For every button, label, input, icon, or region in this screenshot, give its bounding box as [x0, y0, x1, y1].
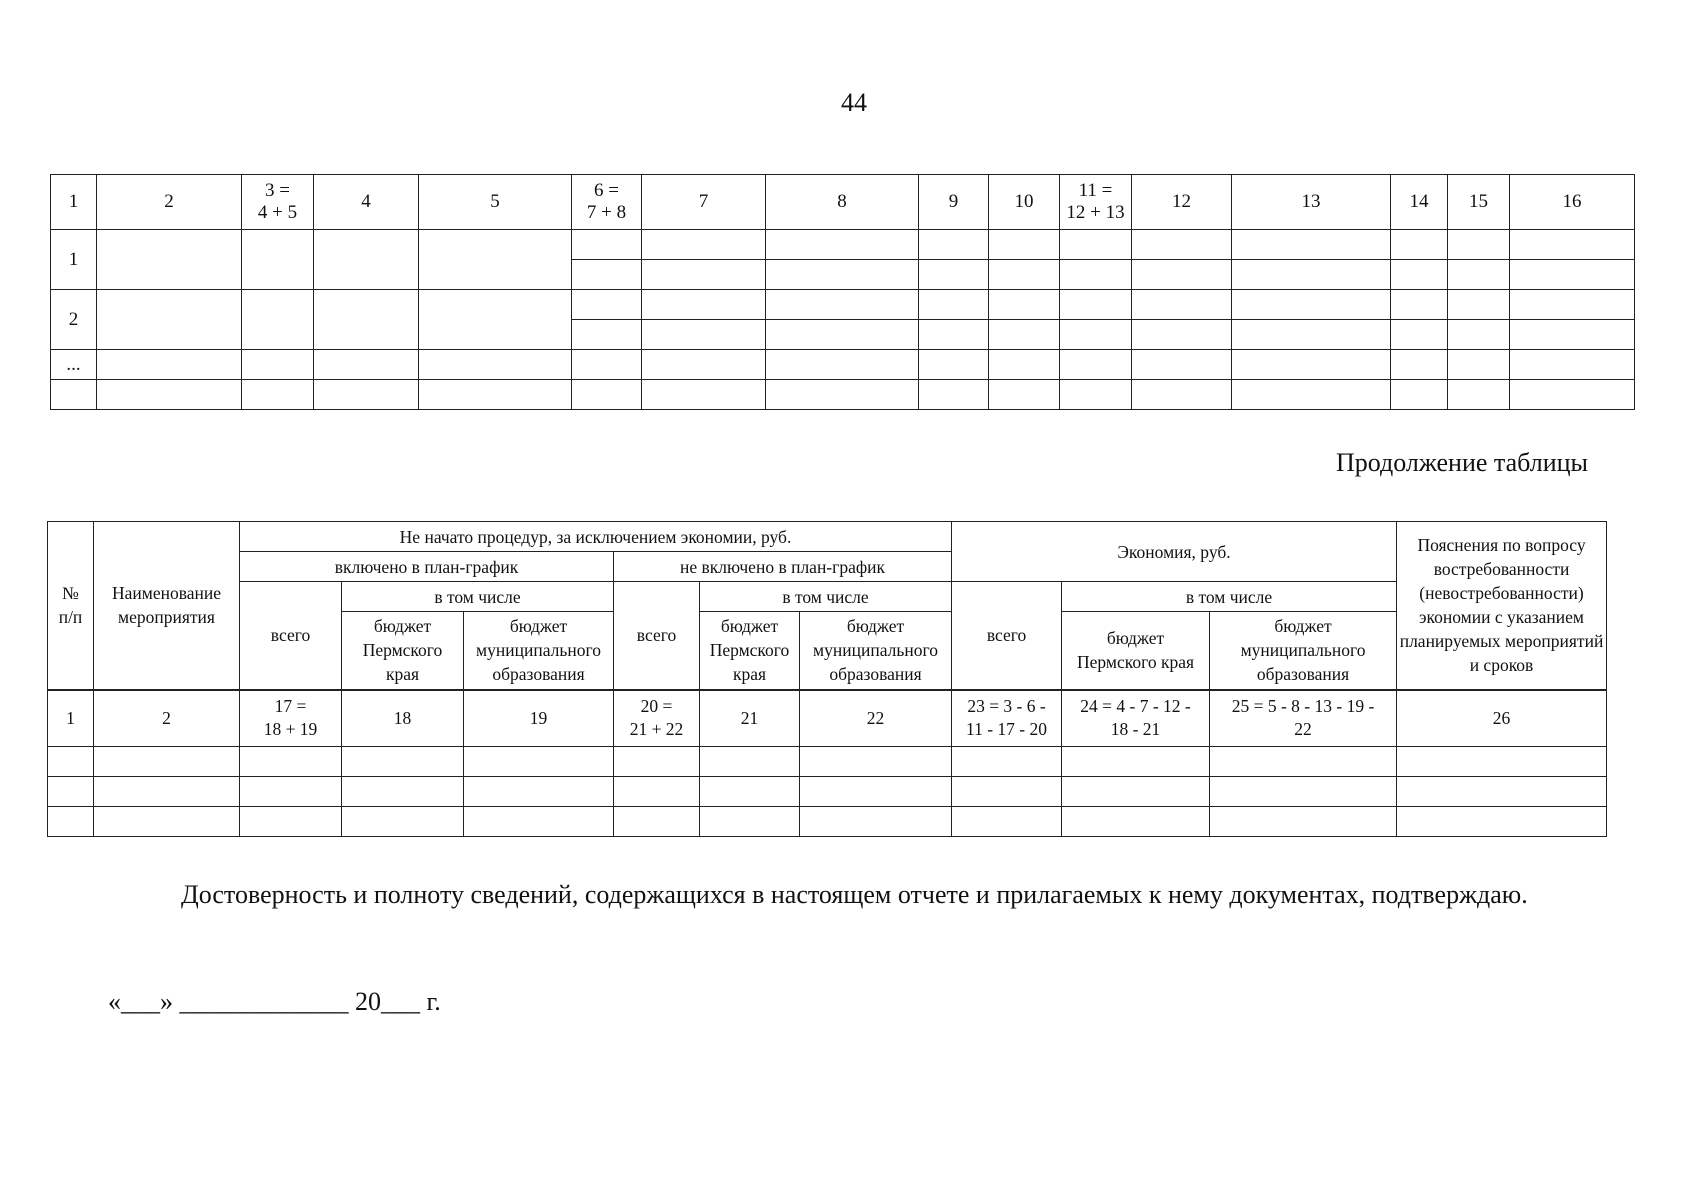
- cell[interactable]: [642, 230, 766, 260]
- t2-col-23: 23 = 3 - 6 - 11 - 17 - 20: [952, 690, 1062, 747]
- cell[interactable]: [419, 230, 572, 290]
- cell[interactable]: [989, 320, 1060, 350]
- cell[interactable]: [800, 806, 952, 836]
- table-row: [51, 380, 1635, 410]
- cell[interactable]: [614, 776, 700, 806]
- main-table: [50, 174, 1635, 410]
- cell[interactable]: [1232, 320, 1391, 350]
- cell[interactable]: [1510, 380, 1635, 410]
- cell[interactable]: [1060, 230, 1132, 260]
- cell[interactable]: [1391, 350, 1448, 380]
- row-label-ellipsis: ...: [51, 350, 97, 380]
- t1-col-4: 4: [314, 175, 419, 230]
- cell[interactable]: [240, 746, 342, 776]
- table-row: [51, 230, 1635, 260]
- included-header: включено в план-график: [240, 552, 614, 582]
- cell[interactable]: [766, 230, 919, 260]
- cell[interactable]: [766, 290, 919, 320]
- cell[interactable]: [1448, 380, 1510, 410]
- t2-col-25: 25 = 5 - 8 - 13 - 19 - 22: [1210, 690, 1397, 747]
- cell[interactable]: [240, 776, 342, 806]
- cell[interactable]: [572, 320, 642, 350]
- cell[interactable]: [572, 260, 642, 290]
- table-row: [48, 776, 1607, 806]
- cell[interactable]: [572, 350, 642, 380]
- cell[interactable]: [1397, 746, 1607, 776]
- cell[interactable]: [1060, 380, 1132, 410]
- cell[interactable]: [1132, 290, 1232, 320]
- t1-col-6: 6 = 7 + 8: [572, 175, 642, 230]
- cell[interactable]: [642, 350, 766, 380]
- cell[interactable]: [314, 230, 419, 290]
- cell[interactable]: [700, 746, 800, 776]
- cell[interactable]: [1232, 350, 1391, 380]
- cell[interactable]: [419, 290, 572, 350]
- cell[interactable]: [242, 380, 314, 410]
- table-row: [51, 350, 1635, 380]
- date-line[interactable]: «___» _____________ 20___ г.: [108, 987, 441, 1016]
- cell[interactable]: [1510, 290, 1635, 320]
- cell[interactable]: [94, 746, 240, 776]
- cell[interactable]: [1062, 746, 1210, 776]
- cell[interactable]: [1448, 320, 1510, 350]
- not-started-header: Не начато процедур, за исключением экономии, руб.: [240, 522, 952, 552]
- cell[interactable]: [989, 380, 1060, 410]
- explanation-header: Пояснения по вопросу востребованности (невостребованности) экономии с указанием планируемых мероприятий и сроков: [1397, 522, 1607, 690]
- cell[interactable]: [1510, 230, 1635, 260]
- budget-perm-header: бюджет Пермского края: [1062, 612, 1210, 690]
- cell[interactable]: [1060, 260, 1132, 290]
- row-label-2: 2: [51, 290, 97, 350]
- cell[interactable]: [919, 230, 989, 260]
- cell[interactable]: [464, 776, 614, 806]
- table1-column-numbers: [51, 175, 1635, 230]
- cell[interactable]: [419, 380, 572, 410]
- cell[interactable]: [642, 260, 766, 290]
- cell[interactable]: [1391, 290, 1448, 320]
- cell[interactable]: [572, 230, 642, 260]
- budget-perm-header: бюджет Пермского края: [342, 612, 464, 690]
- total-header: всего: [240, 582, 342, 690]
- cell[interactable]: [1510, 260, 1635, 290]
- continuation-table: [47, 521, 1607, 837]
- cell[interactable]: [989, 260, 1060, 290]
- cell[interactable]: [1391, 260, 1448, 290]
- row-label-1: 1: [51, 230, 97, 290]
- cell[interactable]: [1448, 260, 1510, 290]
- cell[interactable]: [242, 290, 314, 350]
- cell[interactable]: [48, 776, 94, 806]
- cell[interactable]: [48, 746, 94, 776]
- cell[interactable]: [1510, 350, 1635, 380]
- t1-col-2: 2: [97, 175, 242, 230]
- including-header: в том числе: [700, 582, 952, 612]
- t2-col-22: 22: [800, 690, 952, 747]
- cell[interactable]: [700, 776, 800, 806]
- cell[interactable]: [94, 776, 240, 806]
- cell[interactable]: [1397, 776, 1607, 806]
- cell[interactable]: [952, 746, 1062, 776]
- cell[interactable]: [94, 806, 240, 836]
- cell[interactable]: [1210, 746, 1397, 776]
- col-number-header: № п/п: [48, 522, 94, 690]
- cell[interactable]: [1391, 230, 1448, 260]
- cell[interactable]: [614, 746, 700, 776]
- table2-column-numbers: [48, 690, 1607, 747]
- cell[interactable]: [642, 290, 766, 320]
- cell[interactable]: [1232, 230, 1391, 260]
- t1-col-9: 9: [919, 175, 989, 230]
- cell[interactable]: [1132, 380, 1232, 410]
- t1-col-8: 8: [766, 175, 919, 230]
- cell[interactable]: [1232, 260, 1391, 290]
- economy-header: Экономия, руб.: [952, 522, 1397, 582]
- t2-col-18: 18: [342, 690, 464, 747]
- cell[interactable]: [419, 350, 572, 380]
- t2-col-2: 2: [94, 690, 240, 747]
- cell[interactable]: [1210, 776, 1397, 806]
- cell[interactable]: [314, 380, 419, 410]
- cell[interactable]: [342, 806, 464, 836]
- table-row: [48, 806, 1607, 836]
- cell[interactable]: [1132, 260, 1232, 290]
- budget-perm-header: бюджет Пермского края: [700, 612, 800, 690]
- table2-header-row-1: [48, 522, 1607, 552]
- cell[interactable]: [1060, 290, 1132, 320]
- cell[interactable]: [1448, 350, 1510, 380]
- cell[interactable]: [97, 290, 242, 350]
- cell[interactable]: [48, 806, 94, 836]
- t1-col-11: 11 = 12 + 13: [1060, 175, 1132, 230]
- cell[interactable]: [464, 746, 614, 776]
- cell[interactable]: [1132, 320, 1232, 350]
- cell[interactable]: [766, 350, 919, 380]
- cell[interactable]: [572, 380, 642, 410]
- cell[interactable]: [314, 290, 419, 350]
- t1-col-13: 13: [1232, 175, 1391, 230]
- cell[interactable]: [1397, 806, 1607, 836]
- cell[interactable]: [97, 380, 242, 410]
- t2-col-17: 17 = 18 + 19: [240, 690, 342, 747]
- cell[interactable]: [1232, 380, 1391, 410]
- cell[interactable]: [242, 230, 314, 290]
- cell[interactable]: [1391, 320, 1448, 350]
- table-continuation-label: Продолжение таблицы: [1336, 448, 1588, 477]
- cell[interactable]: [614, 806, 700, 836]
- cell[interactable]: [572, 290, 642, 320]
- col-name-header: Наименование мероприятия: [94, 522, 240, 690]
- t1-col-14: 14: [1391, 175, 1448, 230]
- cell[interactable]: [952, 806, 1062, 836]
- cell[interactable]: [314, 350, 419, 380]
- cell[interactable]: [766, 320, 919, 350]
- t1-col-12: 12: [1132, 175, 1232, 230]
- cell[interactable]: [97, 230, 242, 290]
- cell[interactable]: [800, 776, 952, 806]
- cell[interactable]: [1391, 380, 1448, 410]
- table2-header-row-3: [48, 582, 1607, 612]
- table-row: [51, 290, 1635, 320]
- cell[interactable]: [1060, 350, 1132, 380]
- cell[interactable]: [1060, 320, 1132, 350]
- cell[interactable]: [1132, 230, 1232, 260]
- t1-col-15: 15: [1448, 175, 1510, 230]
- t2-col-19: 19: [464, 690, 614, 747]
- cell[interactable]: [952, 776, 1062, 806]
- cell[interactable]: [51, 380, 97, 410]
- cell[interactable]: [989, 290, 1060, 320]
- page-number: 44: [841, 88, 867, 117]
- cell[interactable]: [1448, 290, 1510, 320]
- cell[interactable]: [1448, 230, 1510, 260]
- t1-col-16: 16: [1510, 175, 1635, 230]
- cell[interactable]: [1132, 350, 1232, 380]
- cell[interactable]: [919, 290, 989, 320]
- t1-col-7: 7: [642, 175, 766, 230]
- cell[interactable]: [1062, 806, 1210, 836]
- cell[interactable]: [989, 350, 1060, 380]
- cell[interactable]: [766, 380, 919, 410]
- confirmation-statement: Достоверность и полноту сведений, содержащихся в настоящем отчете и прилагаемых к нему документах, подтверждаю.: [181, 880, 1528, 909]
- cell[interactable]: [1232, 290, 1391, 320]
- cell[interactable]: [766, 260, 919, 290]
- cell[interactable]: [642, 320, 766, 350]
- cell[interactable]: [242, 350, 314, 380]
- cell[interactable]: [800, 746, 952, 776]
- total-header: всего: [614, 582, 700, 690]
- cell[interactable]: [342, 746, 464, 776]
- t2-col-26: 26: [1397, 690, 1607, 747]
- budget-muni-header: бюджет муниципального образования: [800, 612, 952, 690]
- total-header: всего: [952, 582, 1062, 690]
- cell[interactable]: [240, 806, 342, 836]
- t2-col-20: 20 = 21 + 22: [614, 690, 700, 747]
- t2-col-24: 24 = 4 - 7 - 12 - 18 - 21: [1062, 690, 1210, 747]
- t1-col-1: 1: [51, 175, 97, 230]
- cell[interactable]: [1210, 806, 1397, 836]
- t2-col-21: 21: [700, 690, 800, 747]
- including-header: в том числе: [342, 582, 614, 612]
- cell[interactable]: [342, 776, 464, 806]
- cell[interactable]: [97, 350, 242, 380]
- cell[interactable]: [700, 806, 800, 836]
- not-included-header: не включено в план-график: [614, 552, 952, 582]
- cell[interactable]: [989, 230, 1060, 260]
- cell[interactable]: [919, 350, 989, 380]
- cell[interactable]: [919, 260, 989, 290]
- cell[interactable]: [464, 806, 614, 836]
- cell[interactable]: [919, 380, 989, 410]
- t1-col-10: 10: [989, 175, 1060, 230]
- t1-col-5: 5: [419, 175, 572, 230]
- budget-muni-header: бюджет муниципального образования: [1210, 612, 1397, 690]
- cell[interactable]: [1510, 320, 1635, 350]
- cell[interactable]: [642, 380, 766, 410]
- table-row: [48, 746, 1607, 776]
- budget-muni-header: бюджет муниципального образования: [464, 612, 614, 690]
- cell[interactable]: [1062, 776, 1210, 806]
- t1-col-3: 3 = 4 + 5: [242, 175, 314, 230]
- cell[interactable]: [919, 320, 989, 350]
- including-header: в том числе: [1062, 582, 1397, 612]
- t2-col-1: 1: [48, 690, 94, 747]
